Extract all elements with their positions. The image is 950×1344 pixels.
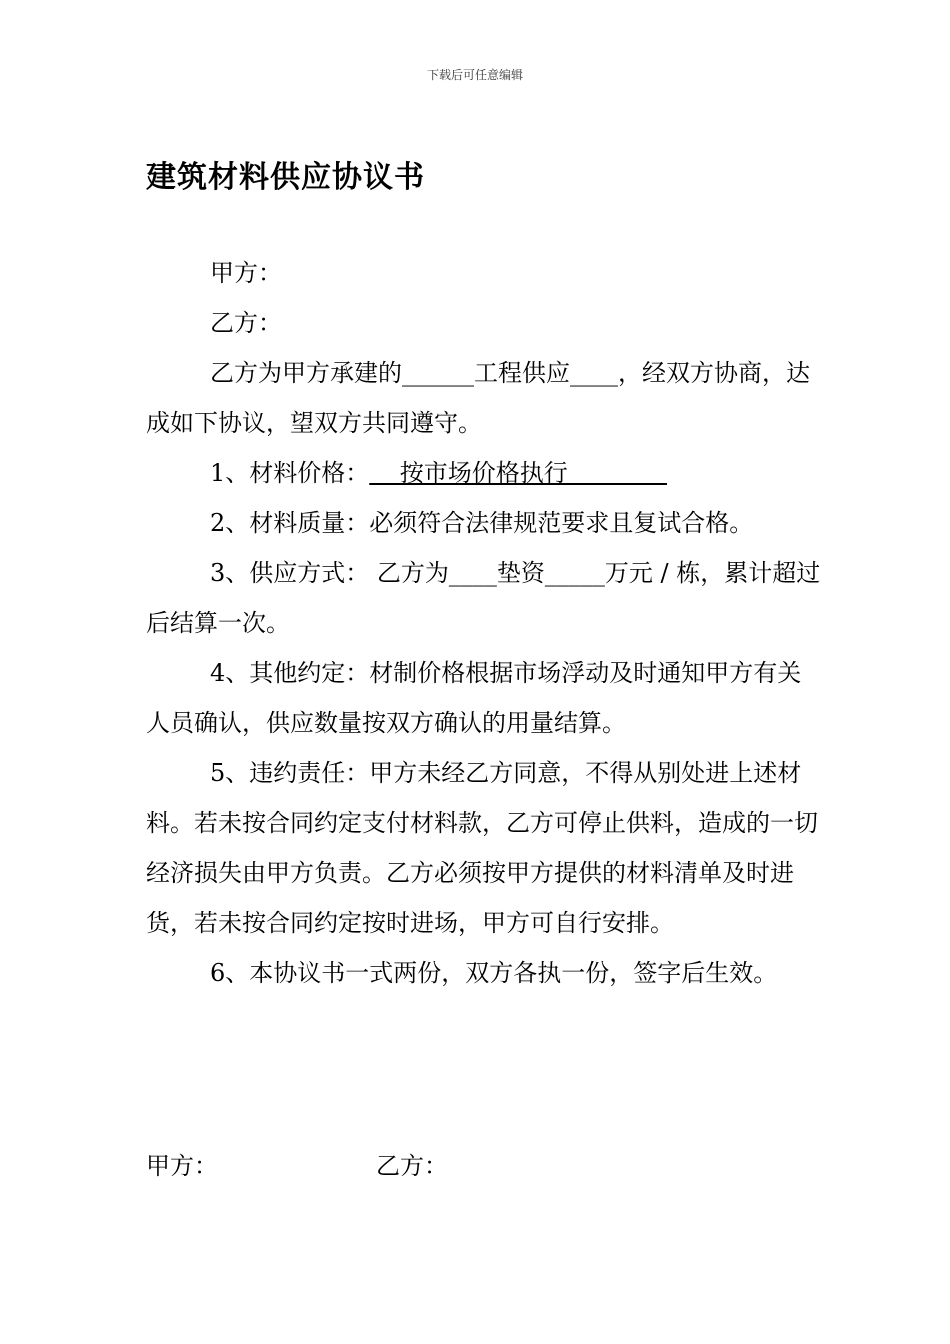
intro-text-1: 乙方为甲方承建的 — [210, 359, 402, 387]
clause-5: 5、违约责任：甲方未经乙方同意，不得从别处进上述材料。若未按合同约定支付材料款，乙方可停止供料，造成的一切经济损失由甲方负责。乙方必须按甲方提供的材料清单及时进货，若未按合同约定按时进场，甲方可自行安排。 — [146, 759, 818, 937]
clause-3-blank-2: _____ — [544, 559, 605, 587]
intro-text-2: 工程供应 — [474, 359, 570, 387]
header-note: 下载后可任意编辑 — [426, 68, 523, 82]
party-b-line: 乙方： — [210, 309, 282, 337]
intro-blank-material: ____ — [570, 359, 618, 387]
signature-party-a: 甲方： — [146, 1152, 218, 1180]
clause-1 — [146, 448, 822, 498]
intro-text-3: ，经双方协商，达成如下协议，望双方共同遵守。 — [146, 359, 810, 437]
document-title: 建筑材料供应协议书 — [146, 160, 425, 195]
clause-3-text-2: 垫资 — [496, 559, 545, 587]
clause-1-value: 按市场价格执行 — [369, 459, 667, 487]
clause-2: 2、材料质量：必须符合法律规范要求且复试合格。 — [210, 509, 754, 537]
clause-3-blank-1: ____ — [448, 559, 497, 587]
intro-paragraph — [146, 348, 822, 448]
clause-3 — [146, 548, 822, 648]
intro-blank-project: ______ — [402, 359, 474, 387]
clause-6: 6、本协议书一式两份，双方各执一份，签字后生效。 — [210, 959, 778, 987]
clause-3-text-3: 万元 / 栋，累计超过后结算一次。 — [146, 559, 821, 637]
signature-party-b: 乙方： — [376, 1152, 448, 1180]
party-a-line: 甲方： — [210, 259, 282, 287]
clause-4: 4、其他约定：材制价格根据市场浮动及时通知甲方有关人员确认，供应数量按双方确认的用量结算。 — [146, 659, 802, 737]
document-body — [146, 248, 822, 998]
clause-3-text-1: 3、供应方式： 乙方为 — [210, 559, 449, 587]
clause-1-label: 1、材料价格： — [210, 459, 370, 487]
